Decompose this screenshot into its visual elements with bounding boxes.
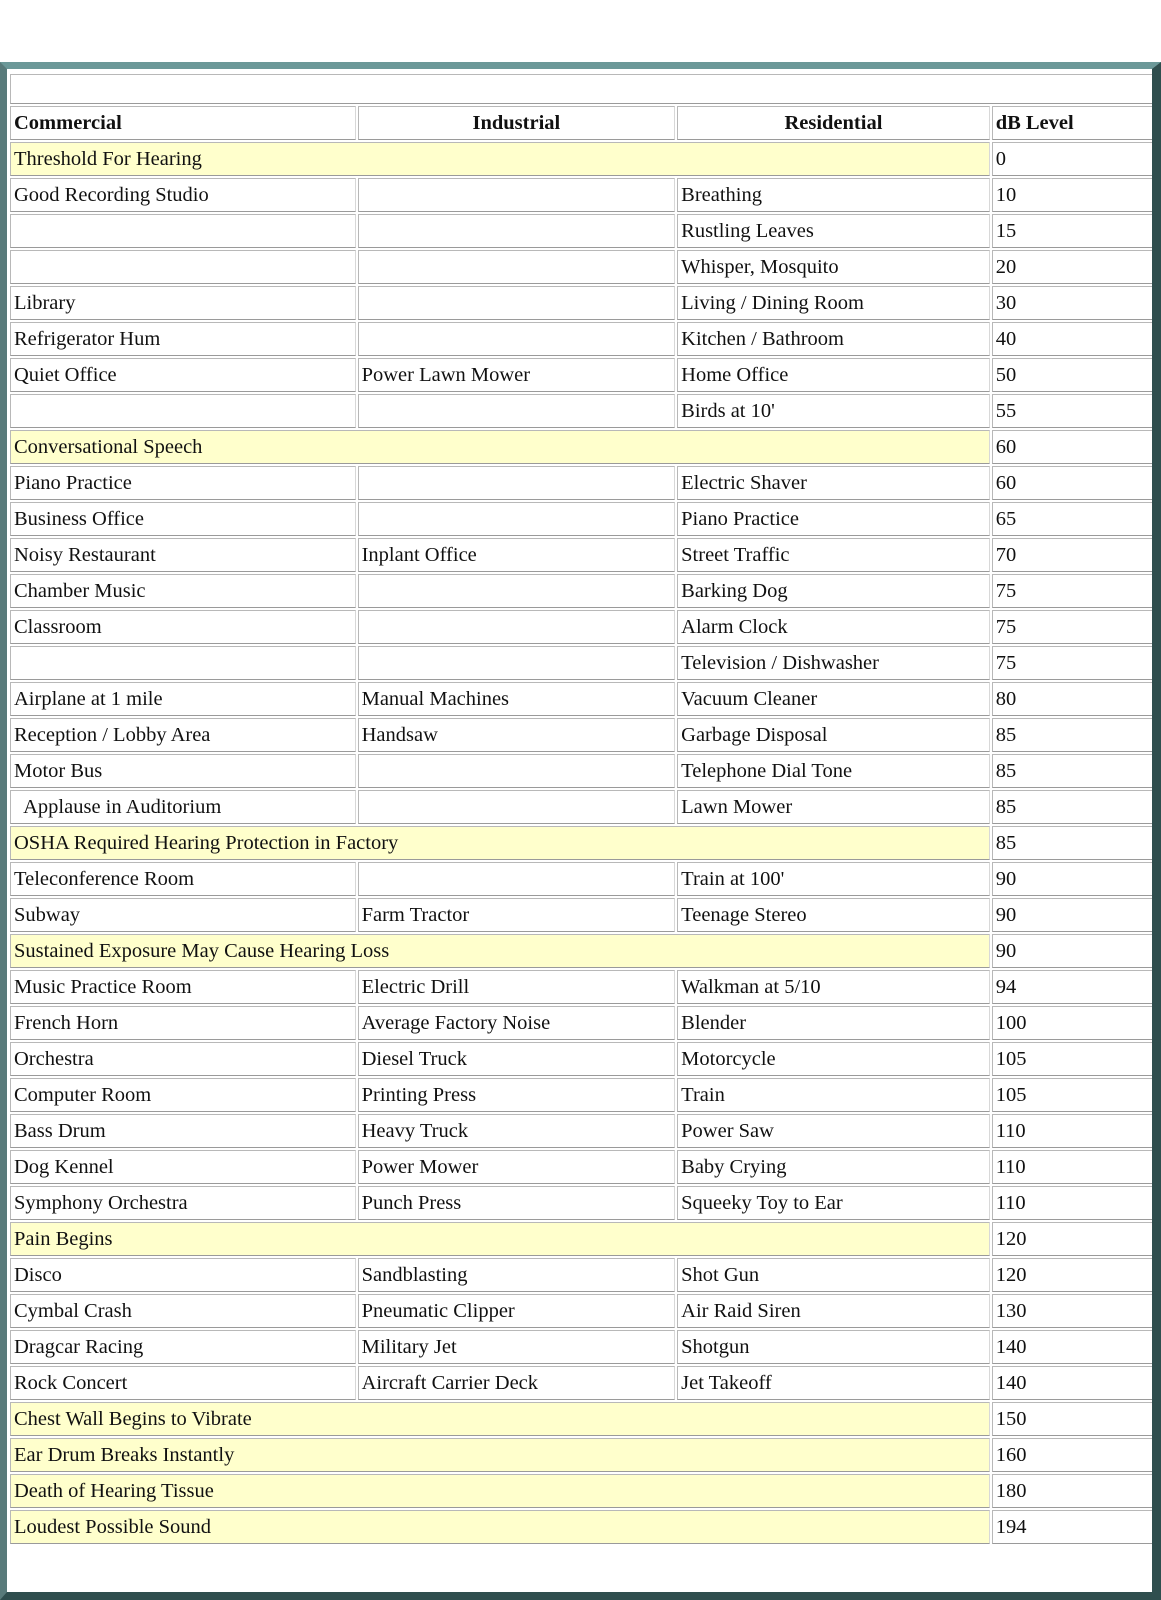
residential-cell: Television / Dishwasher [677,646,990,680]
threshold-band-row [10,430,1154,464]
db-level-cell: 105 [992,1042,1154,1076]
industrial-cell [358,178,676,212]
table-row [10,610,1154,644]
threshold-label: Sustained Exposure May Cause Hearing Loss [10,934,990,968]
header-industrial: Industrial [358,106,676,140]
industrial-cell: Handsaw [358,718,676,752]
table-row [10,1294,1154,1328]
industrial-cell: Diesel Truck [358,1042,676,1076]
residential-cell: Barking Dog [677,574,990,608]
table-row [10,898,1154,932]
db-level-cell: 150 [992,1402,1154,1436]
db-level-cell: 30 [992,286,1154,320]
table-row [10,862,1154,896]
db-level-cell: 75 [992,646,1154,680]
db-level-cell: 194 [992,1510,1154,1544]
db-level-cell: 140 [992,1366,1154,1400]
commercial-cell: Business Office [10,502,356,536]
db-level-cell: 80 [992,682,1154,716]
industrial-cell: Manual Machines [358,682,676,716]
industrial-cell [358,646,676,680]
threshold-label: Loudest Possible Sound [10,1510,990,1544]
industrial-cell [358,862,676,896]
db-level-cell: 75 [992,610,1154,644]
db-level-cell: 160 [992,1438,1154,1472]
industrial-cell: Power Mower [358,1150,676,1184]
db-level-cell: 85 [992,754,1154,788]
db-level-cell: 0 [992,142,1154,176]
threshold-label: Pain Begins [10,1222,990,1256]
table-frame [0,62,1161,1600]
threshold-label: OSHA Required Hearing Protection in Factory [10,826,990,860]
commercial-cell: Noisy Restaurant [10,538,356,572]
commercial-cell: Airplane at 1 mile [10,682,356,716]
db-level-cell: 65 [992,502,1154,536]
db-level-cell: 120 [992,1222,1154,1256]
industrial-cell: Pneumatic Clipper [358,1294,676,1328]
residential-cell: Street Traffic [677,538,990,572]
residential-cell: Squeeky Toy to Ear [677,1186,990,1220]
table-row [10,466,1154,500]
db-level-cell: 85 [992,718,1154,752]
db-level-cell: 110 [992,1186,1154,1220]
residential-cell: Lawn Mower [677,790,990,824]
industrial-cell [358,610,676,644]
table-row [10,1006,1154,1040]
threshold-label: Threshold For Hearing [10,142,990,176]
table-row [10,1042,1154,1076]
industrial-cell [358,322,676,356]
commercial-cell: Subway [10,898,356,932]
db-level-cell: 55 [992,394,1154,428]
industrial-cell: Military Jet [358,1330,676,1364]
db-level-cell: 140 [992,1330,1154,1364]
table-row [10,214,1154,248]
db-level-cell: 60 [992,430,1154,464]
table-row [10,538,1154,572]
threshold-band-row [10,1474,1154,1508]
commercial-cell: Piano Practice [10,466,356,500]
db-level-cell: 70 [992,538,1154,572]
db-level-cell: 90 [992,934,1154,968]
industrial-cell: Average Factory Noise [358,1006,676,1040]
table-row [10,790,1154,824]
residential-cell: Air Raid Siren [677,1294,990,1328]
threshold-band-row [10,826,1154,860]
commercial-cell: Library [10,286,356,320]
table-row [10,1078,1154,1112]
db-level-cell: 130 [992,1294,1154,1328]
db-level-cell: 50 [992,358,1154,392]
db-level-cell: 94 [992,970,1154,1004]
table-row [10,718,1154,752]
residential-cell: Piano Practice [677,502,990,536]
industrial-cell: Inplant Office [358,538,676,572]
residential-cell: Alarm Clock [677,610,990,644]
threshold-band-row [10,142,1154,176]
industrial-cell: Aircraft Carrier Deck [358,1366,676,1400]
commercial-cell: Good Recording Studio [10,178,356,212]
industrial-cell: Punch Press [358,1186,676,1220]
commercial-cell: Bass Drum [10,1114,356,1148]
decibel-table [8,72,1156,1546]
commercial-cell: Reception / Lobby Area [10,718,356,752]
industrial-cell [358,754,676,788]
db-level-cell: 60 [992,466,1154,500]
residential-cell: Train at 100' [677,862,990,896]
table-row [10,1114,1154,1148]
commercial-cell: Chamber Music [10,574,356,608]
table-row [10,502,1154,536]
threshold-label: Ear Drum Breaks Instantly [10,1438,990,1472]
commercial-cell: Cymbal Crash [10,1294,356,1328]
residential-cell: Motorcycle [677,1042,990,1076]
commercial-cell: Computer Room [10,1078,356,1112]
residential-cell: Teenage Stereo [677,898,990,932]
threshold-band-row [10,934,1154,968]
table-body [10,74,1154,1544]
residential-cell: Garbage Disposal [677,718,990,752]
residential-cell: Shot Gun [677,1258,990,1292]
db-level-cell: 20 [992,250,1154,284]
residential-cell: Power Saw [677,1114,990,1148]
commercial-cell [10,214,356,248]
table-row [10,682,1154,716]
residential-cell: Baby Crying [677,1150,990,1184]
commercial-cell: Classroom [10,610,356,644]
industrial-cell [358,286,676,320]
commercial-cell [10,250,356,284]
commercial-cell: Rock Concert [10,1366,356,1400]
residential-cell: Birds at 10' [677,394,990,428]
industrial-cell [358,250,676,284]
threshold-band-row [10,1438,1154,1472]
residential-cell: Rustling Leaves [677,214,990,248]
industrial-cell: Heavy Truck [358,1114,676,1148]
commercial-cell: Motor Bus [10,754,356,788]
table-row [10,1366,1154,1400]
industrial-cell: Electric Drill [358,970,676,1004]
residential-cell: Home Office [677,358,990,392]
spacer-cell [10,74,1154,104]
commercial-cell: Teleconference Room [10,862,356,896]
threshold-label: Conversational Speech [10,430,990,464]
table-row [10,250,1154,284]
commercial-cell: Music Practice Room [10,970,356,1004]
table-row [10,358,1154,392]
db-level-cell: 85 [992,826,1154,860]
table-row [10,646,1154,680]
db-level-cell: 100 [992,1006,1154,1040]
commercial-cell: French Horn [10,1006,356,1040]
db-level-cell: 180 [992,1474,1154,1508]
table-row [10,1186,1154,1220]
table-row [10,1330,1154,1364]
db-level-cell: 90 [992,898,1154,932]
residential-cell: Walkman at 5/10 [677,970,990,1004]
residential-cell: Breathing [677,178,990,212]
table-row [10,322,1154,356]
commercial-cell: Applause in Auditorium [10,790,356,824]
header-residential: Residential [677,106,990,140]
residential-cell: Electric Shaver [677,466,990,500]
commercial-cell: Symphony Orchestra [10,1186,356,1220]
residential-cell: Whisper, Mosquito [677,250,990,284]
threshold-label: Death of Hearing Tissue [10,1474,990,1508]
industrial-cell [358,394,676,428]
industrial-cell: Power Lawn Mower [358,358,676,392]
commercial-cell: Orchestra [10,1042,356,1076]
industrial-cell [358,214,676,248]
commercial-cell [10,646,356,680]
table-row [10,1258,1154,1292]
commercial-cell [10,394,356,428]
table-row [10,754,1154,788]
industrial-cell: Printing Press [358,1078,676,1112]
header-commercial: Commercial [10,106,356,140]
industrial-cell [358,790,676,824]
commercial-cell: Dragcar Racing [10,1330,356,1364]
residential-cell: Vacuum Cleaner [677,682,990,716]
table-row [10,286,1154,320]
db-level-cell: 120 [992,1258,1154,1292]
residential-cell: Shotgun [677,1330,990,1364]
header-db-level: dB Level [992,106,1154,140]
spacer-row [10,74,1154,104]
residential-cell: Telephone Dial Tone [677,754,990,788]
threshold-band-row [10,1222,1154,1256]
threshold-band-row [10,1402,1154,1436]
table-row [10,574,1154,608]
threshold-band-row [10,1510,1154,1544]
table-row [10,394,1154,428]
residential-cell: Living / Dining Room [677,286,990,320]
db-level-cell: 15 [992,214,1154,248]
residential-cell: Jet Takeoff [677,1366,990,1400]
threshold-label: Chest Wall Begins to Vibrate [10,1402,990,1436]
residential-cell: Blender [677,1006,990,1040]
table-row [10,178,1154,212]
db-level-cell: 105 [992,1078,1154,1112]
db-level-cell: 90 [992,862,1154,896]
residential-cell: Kitchen / Bathroom [677,322,990,356]
residential-cell: Train [677,1078,990,1112]
industrial-cell [358,502,676,536]
db-level-cell: 85 [992,790,1154,824]
industrial-cell [358,466,676,500]
commercial-cell: Quiet Office [10,358,356,392]
commercial-cell: Disco [10,1258,356,1292]
db-level-cell: 110 [992,1150,1154,1184]
header-row [10,106,1154,140]
commercial-cell: Dog Kennel [10,1150,356,1184]
table-row [10,970,1154,1004]
table-row [10,1150,1154,1184]
db-level-cell: 110 [992,1114,1154,1148]
commercial-cell: Refrigerator Hum [10,322,356,356]
db-level-cell: 40 [992,322,1154,356]
industrial-cell: Farm Tractor [358,898,676,932]
industrial-cell: Sandblasting [358,1258,676,1292]
db-level-cell: 75 [992,574,1154,608]
industrial-cell [358,574,676,608]
db-level-cell: 10 [992,178,1154,212]
